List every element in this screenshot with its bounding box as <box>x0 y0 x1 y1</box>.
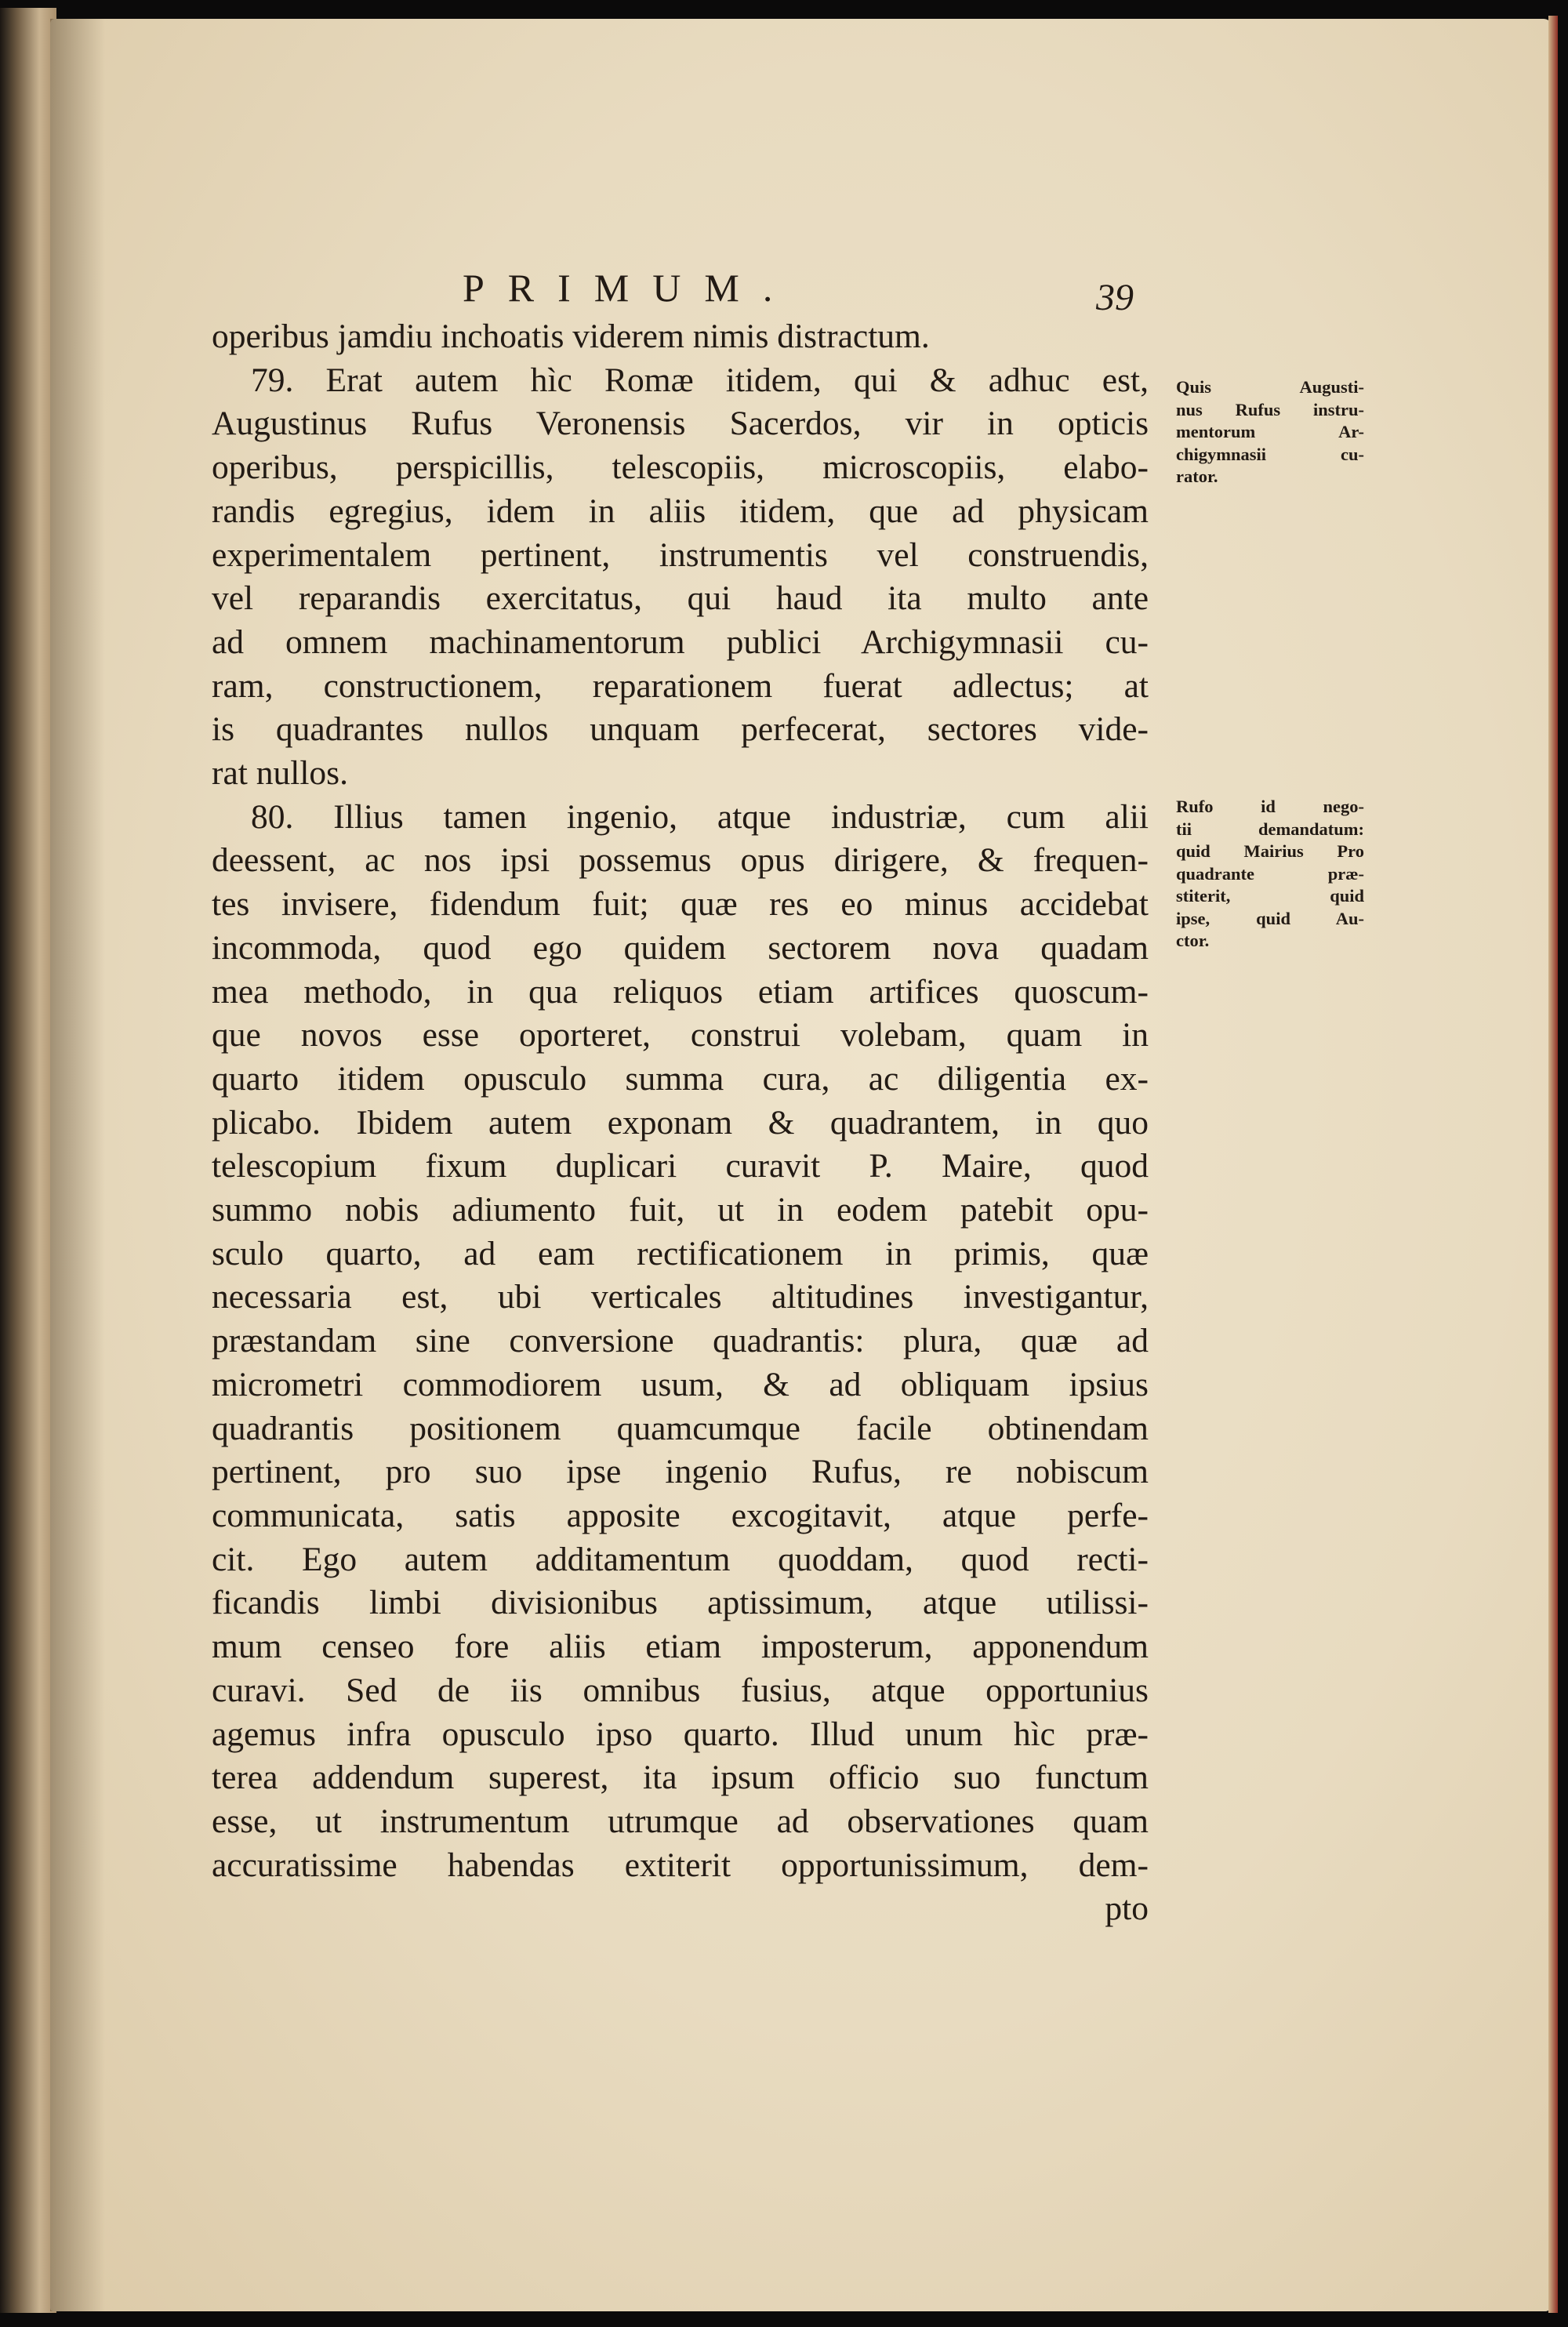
text-line: vel reparandis exercitatus, qui haud ita multo ante <box>212 579 1149 618</box>
marginal-note-rufo <box>1176 796 1364 953</box>
text-line: 79. Erat autem hìc Romæ itidem, qui & adhuc est, <box>251 361 1149 399</box>
note-line: quadrante præ- <box>1176 863 1364 884</box>
note-line: rator. <box>1176 466 1218 486</box>
note-line: stiterit, quid <box>1176 886 1364 906</box>
text-line: accuratissime habendas extiterit opportunissimum, dem- <box>212 1846 1149 1884</box>
text-line: plicabo. Ibidem autem exponam & quadrantem, in quo <box>212 1103 1149 1142</box>
text-line: necessaria est, ubi verticales altitudines investigantur, <box>212 1278 1149 1316</box>
text-line: experimentalem pertinent, instrumentis vel construendis, <box>212 535 1149 574</box>
note-line: ipse, quid Au- <box>1176 908 1364 928</box>
note-line: Rufo id nego- <box>1176 797 1364 816</box>
text-line: esse, ut instrumentum utrumque ad observationes quam <box>212 1802 1149 1840</box>
note-line: ctor. <box>1176 931 1210 950</box>
paragraph-continuation <box>212 315 1149 359</box>
text-line: ram, constructionem, reparationem fuerat adlectus; at <box>212 666 1149 705</box>
main-text <box>212 315 1149 1931</box>
note-line: quid Mairius Pro <box>1176 841 1364 861</box>
catchword: pto <box>1105 1890 1149 1928</box>
gutter-shadow <box>50 19 105 2311</box>
paragraph-79 <box>212 359 1149 796</box>
text-line: agemus infra opusculo ipso quarto. Illud unum hìc præ- <box>212 1715 1149 1753</box>
text-line: terea addendum superest, ita ipsum officio suo functum <box>212 1759 1149 1797</box>
text-line: operibus, perspicillis, telescopiis, microscopiis, elabo- <box>212 448 1149 487</box>
text-line: mum censeo fore aliis etiam imposterum, apponendum <box>212 1628 1149 1666</box>
text-line: ad omnem machinamentorum publici Archigymnasii cu- <box>212 623 1149 661</box>
note-line: Quis Augusti- <box>1176 377 1364 397</box>
text-line: Augustinus Rufus Veronensis Sacerdos, vir in opticis <box>212 405 1149 443</box>
marginal-note-augustinus <box>1176 376 1364 488</box>
text-line: quadrantis positionem quamcumque facile obtinendam <box>212 1409 1149 1447</box>
text-line: curavi. Sed de iis omnibus fusius, atque opportunius <box>212 1671 1149 1709</box>
note-line: chigymnasii cu- <box>1176 444 1364 464</box>
text-line: ficandis limbi divisionibus aptissimum, atque utilissi- <box>212 1584 1149 1622</box>
note-line: nus Rufus instru- <box>1176 399 1364 419</box>
text-line: pertinent, pro suo ipse ingenio Rufus, re nobiscum <box>212 1453 1149 1491</box>
page-fore-edge <box>1548 16 1558 2313</box>
text-line: cit. Ego autem additamentum quoddam, quod recti- <box>212 1540 1149 1578</box>
text-line: summo nobis adiumento fuit, ut in eodem patebit opu- <box>212 1191 1149 1229</box>
text-line: randis egregius, idem in aliis itidem, que ad physicam <box>212 492 1149 530</box>
text-line: deessent, ac nos ipsi possemus opus dirigere, & frequen- <box>212 841 1149 880</box>
page-number: 39 <box>1096 277 1134 318</box>
text-line: operibus jamdiu inchoatis viderem nimis distractum. <box>212 318 930 355</box>
facing-page-edge <box>0 8 56 2313</box>
text-line: mea methodo, in qua reliquos etiam artifices quoscum- <box>212 972 1149 1011</box>
note-line: mentorum Ar- <box>1176 422 1364 441</box>
text-line: præstandam sine conversione quadrantis: plura, quæ ad <box>212 1322 1149 1360</box>
text-line: que novos esse oporteret, construi volebam, quam in <box>212 1016 1149 1055</box>
text-line: rat nullos. <box>212 754 348 793</box>
text-line: telescopium fixum duplicari curavit P. Maire, quod <box>212 1147 1149 1185</box>
text-line: 80. Illius tamen ingenio, atque industriæ, cum alii <box>251 797 1149 836</box>
text-line: quarto itidem opusculo summa cura, ac diligentia ex- <box>212 1059 1149 1098</box>
running-head: PRIMUM. <box>463 266 797 310</box>
paragraph-80 <box>212 796 1149 1888</box>
text-line: communicata, satis apposite excogitavit, atque perfe- <box>212 1496 1149 1534</box>
text-line: micrometri commodiorem usum, & ad obliquam ipsius <box>212 1365 1149 1403</box>
text-line: incommoda, quod ego quidem sectorem nova quadam <box>212 928 1149 967</box>
note-line: tii demandatum: <box>1176 819 1364 839</box>
text-line: tes invisere, fidendum fuit; quæ res eo minus accidebat <box>212 885 1149 924</box>
text-line: is quadrantes nullos unquam perfecerat, sectores vide- <box>212 710 1149 749</box>
text-line: sculo quarto, ad eam rectificationem in primis, quæ <box>212 1234 1149 1272</box>
